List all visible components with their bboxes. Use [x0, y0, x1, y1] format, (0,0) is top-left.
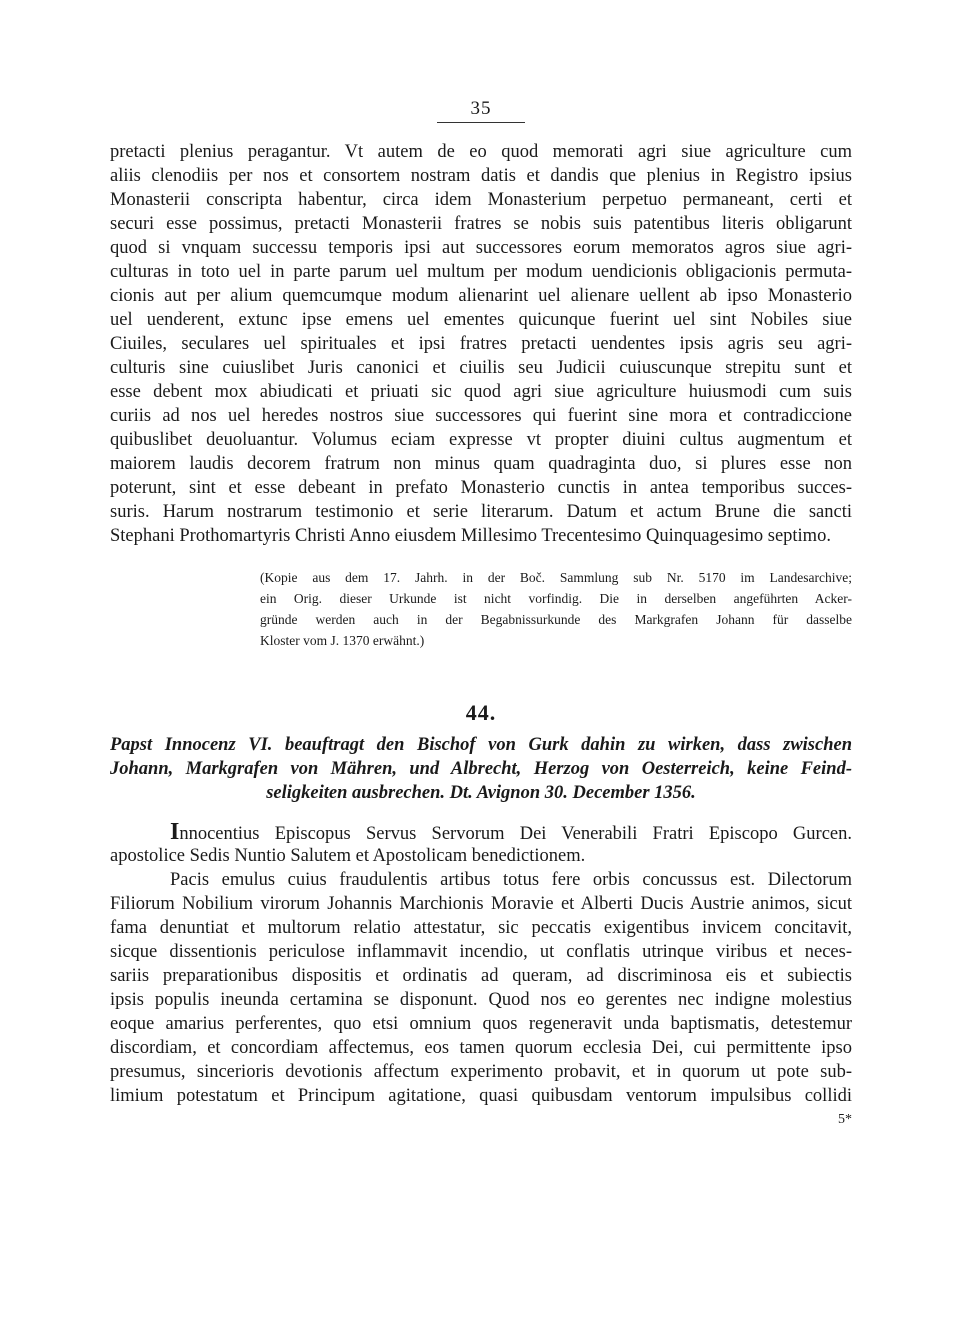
text-line: limium potestatum et Principum agitatione, quasi quibusdam ventorum impulsibus collidi [110, 1086, 852, 1106]
continued-charter-text [110, 140, 852, 548]
text-line: eoque amarius perferentes, quo etsi omnium quos regeneravit unda baptismatis, detestemur [110, 1014, 852, 1034]
heading-line: Papst Innocenz VI. beauftragt den Bischof von Gurk dahin zu wirken, dass zwischen [110, 735, 852, 755]
text-line: Monasterii conscripta habentur, circa idem Monasterium perpetuo permaneant, certi et [110, 190, 852, 210]
text-line: Stephani Prothomartyris Christi Anno eiusdem Millesimo Trecentesimo Quinquagesimo septimo. [110, 526, 831, 546]
text-line: ipsis populis ineunda certamina se disponunt. Quod nos eo gerentes nec indigne molestius [110, 990, 852, 1010]
heading-line: Johann, Markgrafen von Mähren, und Albrecht, Herzog von Oesterreich, keine Feind- [110, 759, 852, 779]
text-line: cionis aut per alium quemcumque modum alienarint uel alienare uellent ab ipso Monasterio [110, 286, 852, 306]
page-number-rule [437, 122, 525, 123]
archival-note [260, 567, 852, 651]
signature-mark: 5* [838, 1112, 852, 1127]
text-line: Ciuiles, seculares uel spirituales et ipsi fratres pretacti uendentes ipsis agris seu agri- [110, 334, 852, 354]
text-line: quod si vnquam successu temporis ipsi aut successores eorum memoratos agros siue agri- [110, 238, 852, 258]
initial-letter: I [170, 820, 180, 844]
text-line: curiis ad nos uel heredes nostros siue successores qui fuerint sine mora et contradiccione [110, 406, 852, 426]
text-line: maiorem laudis decorem fratrum non minus quam quadraginta duo, si plures esse non [110, 454, 852, 474]
text-line: culturas in toto uel in parte parum uel multum per modum uendicionis obligacionis permuta- [110, 262, 852, 282]
document-heading [110, 733, 852, 805]
document-page [110, 0, 852, 1317]
text-line-rest: nnocentius Episcopus Servus Servorum Dei Venerabili Fratri Episcopo Gurcen. [179, 824, 852, 844]
note-line: (Kopie aus dem 17. Jahrh. in der Boč. Sammlung sub Nr. 5170 im Landesarchive; [260, 570, 852, 585]
text-line: poterunt, sint et esse debeant in prefato Monasterio cunctis in antea temporibus succes- [110, 478, 852, 498]
charter-text [110, 820, 852, 1108]
text-line: securi esse possimus, pretacti Monasterii fratres se nobis suis patentibus literis obligarunt [110, 214, 852, 234]
text-line: apostolice Sedis Nuntio Salutem et Apostolicam benedictionem. [110, 846, 586, 866]
text-line: presumus, sincerioris devotionis affectum experimento probavit, et in quorum ut pote sub- [110, 1062, 852, 1082]
text-line: sariis preparationibus dispositis et ordinatis ad queram, ad discriminosa eis et subiectis [110, 966, 852, 986]
text-line: uel uenderent, extunc ipse emens uel ementes quicunque fuerint uel sint Nobiles siue [110, 310, 852, 330]
text-line [110, 820, 852, 844]
document-number: 44. [465, 700, 497, 725]
text-line: suris. Harum nostrarum testimonio et serie literarum. Datum et actum Brune die sancti [110, 502, 852, 522]
note-line: Kloster vom J. 1370 erwähnt.) [260, 633, 425, 648]
page-number: 35 [470, 98, 492, 119]
text-line: aliis clenodiis per nos et consortem nostram datis et dandis que plenius in Registro ipsius [110, 166, 852, 186]
heading-line: seligkeiten ausbrechen. Dt. Avignon 30. December 1356. [266, 783, 696, 803]
text-line: culturis sine cuiuslibet Juris canonici et ciuilis seu Judicii cuiuscunque strepitu sunt et [110, 358, 852, 378]
note-line: ein Orig. dieser Urkunde ist nicht vorfindig. Die in derselben angeführten Acker- [260, 591, 852, 606]
text-line: Pacis emulus cuius fraudulentis artibus totus fere orbis concussus est. Dilectorum [170, 870, 852, 890]
text-line: pretacti plenius peragantur. Vt autem de eo quod memorati agri siue agriculture cum [110, 142, 852, 162]
text-line: quibuslibet deuoluantur. Volumus eciam expresse vt propter diuini cultus augmentum et [110, 430, 852, 450]
text-line: Filiorum Nobilium virorum Johannis Marchionis Moravie et Alberti Ducis Austrie animos, sicut [110, 894, 852, 914]
text-line: discordiam, et concordiam affectemus, eos tamen quorum ecclesia Dei, cui permittente ipso [110, 1038, 852, 1058]
text-line: esse debent mox abiudicati et priuati sic quod agri siue agriculture huiusmodi cum suis [110, 382, 852, 402]
note-line: gründe werden auch in der Begabnissurkunde des Markgrafen Johann für dasselbe [260, 612, 852, 627]
text-line: sicque dissentionis periculose inflammavit incendio, ut conflatis utrinque viribus et neces- [110, 942, 852, 962]
text-line: fama denuntiat et multorum relatio attestatur, sic peccatis exigentibus invicem concitavit, [110, 918, 852, 938]
